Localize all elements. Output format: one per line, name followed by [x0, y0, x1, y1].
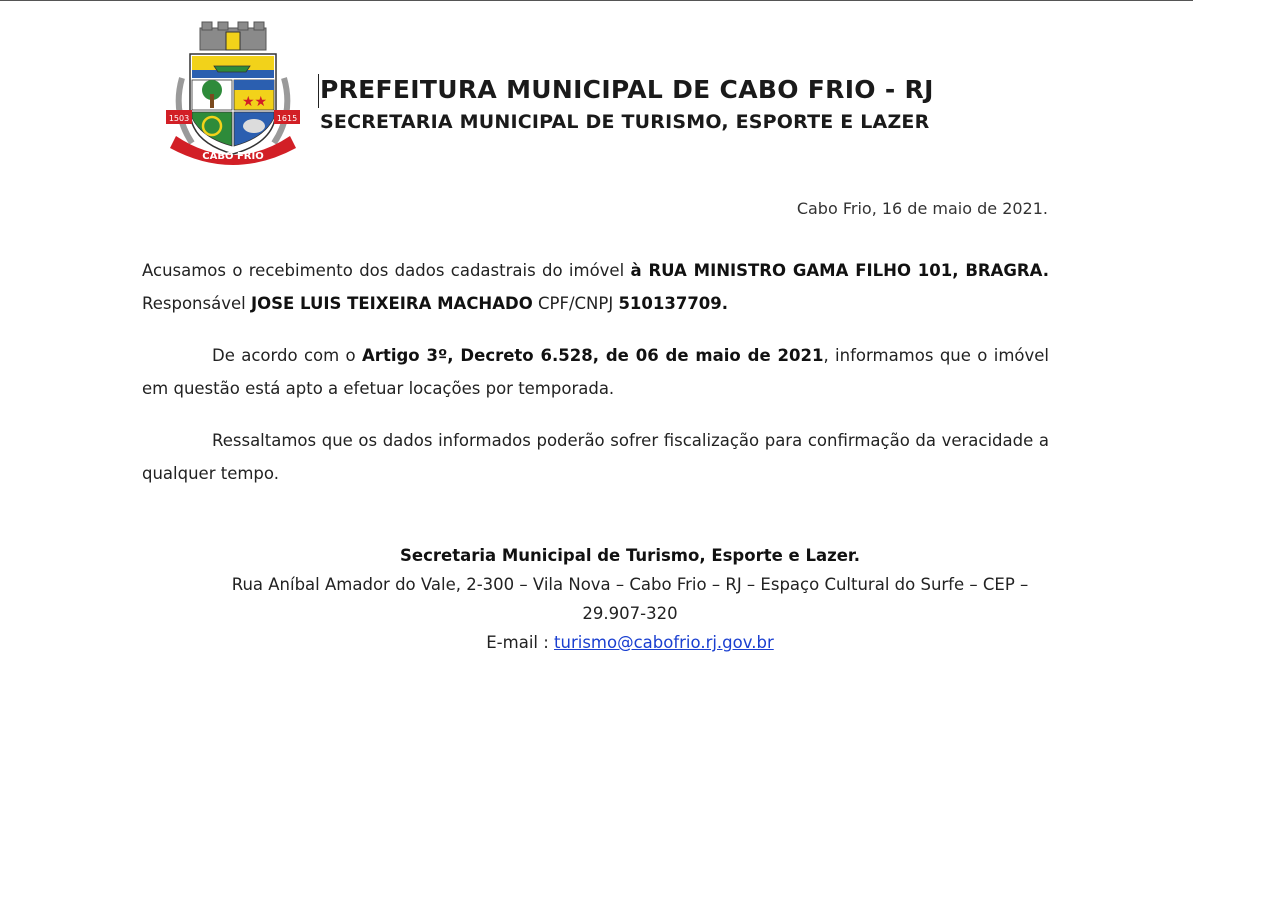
- responsible-name: JOSE LUIS TEIXEIRA MACHADO: [250, 294, 533, 313]
- email-label: E-mail :: [486, 633, 555, 652]
- text-cursor: [318, 74, 319, 108]
- page-subtitle: SECRETARIA MUNICIPAL DE TURISMO, ESPORTE E LAZER: [320, 111, 930, 133]
- text-run: Responsável: [142, 294, 251, 313]
- letter-date: Cabo Frio, 16 de maio de 2021.: [796, 199, 1048, 218]
- letterhead: [320, 72, 934, 136]
- svg-text:CABO FRIO: CABO FRIO: [202, 151, 264, 162]
- cabo-frio-crest-icon: [162, 18, 304, 166]
- text-run: CPF/CNPJ: [532, 294, 619, 313]
- svg-text:1615: 1615: [276, 114, 298, 123]
- paragraph-decree: [142, 339, 1049, 405]
- letter-footer: [210, 541, 1050, 657]
- cpf-cnpj-number: 510137709: [618, 294, 722, 313]
- svg-text:1503: 1503: [168, 114, 190, 123]
- footer-organization: Secretaria Municipal de Turismo, Esporte e Lazer.: [400, 546, 860, 565]
- property-address: à RUA MINISTRO GAMA FILHO 101, BRAGRA.: [630, 261, 1049, 280]
- text-run: Acusamos o recebimento dos dados cadastrais do imóvel: [142, 261, 631, 280]
- text-run: .: [721, 294, 729, 313]
- page-title: PREFEITURA MUNICIPAL DE CABO FRIO - RJ: [320, 75, 934, 104]
- svg-text:★★: ★★: [242, 94, 268, 110]
- text-run: , informamos que o imóvel em questão está apto a efetuar locações por temporada.: [142, 346, 1049, 398]
- paragraph-receipt: [142, 254, 1049, 320]
- top-rule: [0, 0, 1193, 1]
- text-run: Ressaltamos que os dados informados poderão sofrer fiscalização para confirmação da veracidade a qualquer tempo.: [142, 431, 1049, 483]
- footer-email-line: [210, 628, 1050, 657]
- email-link[interactable]: turismo@cabofrio.rj.gov.br: [554, 633, 774, 652]
- decree-reference: Artigo 3º, Decreto 6.528, de 06 de maio de 2021: [362, 346, 824, 365]
- footer-address: Rua Aníbal Amador do Vale, 2-300 – Vila Nova – Cabo Frio – RJ – Espaço Cultural do Surfe – CEP – 29.907-320: [231, 575, 1029, 623]
- text-run: De acordo com o: [212, 346, 363, 365]
- paragraph-inspection: [142, 424, 1049, 490]
